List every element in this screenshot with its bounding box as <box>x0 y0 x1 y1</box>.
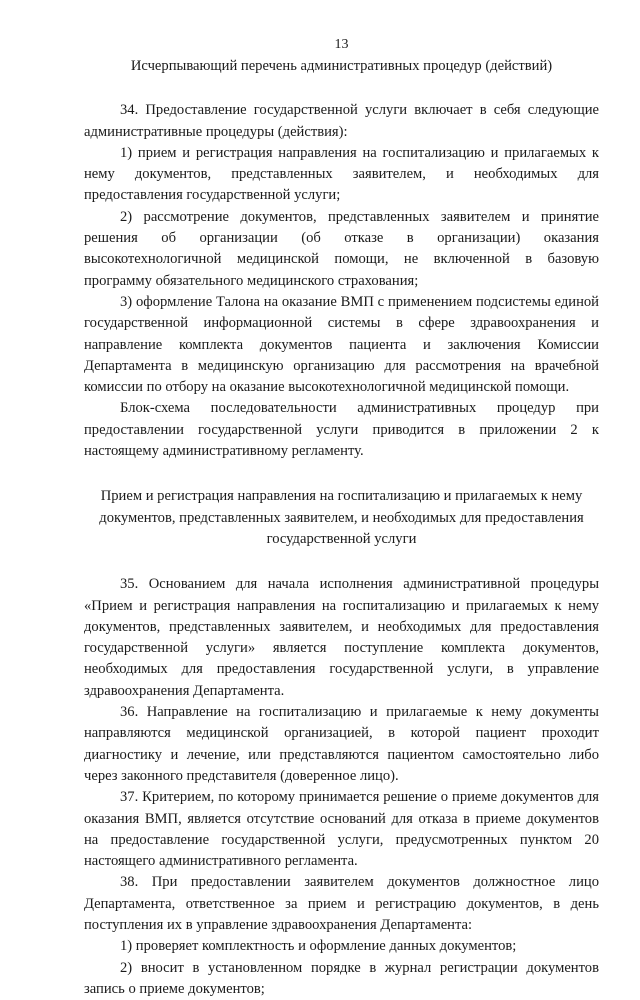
paragraph-35: 35. Основанием для начала исполнения административной процедуры «Прием и регистрация направления на госпитализацию и прилагаемых к нему документов, представленных заявителем, и необходимых для предоставления государственной услуги» является поступление комплекта документов, необходимых для предоставления государственной услуги, в управление здравоохранения Департамента. <box>84 576 599 699</box>
procedures-list-block <box>84 100 599 462</box>
paragraph-38-item-1: 1) проверяет комплектность и оформление данных документов; <box>120 938 517 955</box>
paragraph-36: 36. Направление на госпитализацию и прилагаемые к нему документы направляются медицинской организацией, в которой пациент проходит диагностику и лечение, или представляются пациентом самостоятельно либо через законного представителя (доверенное лицо). <box>84 704 599 784</box>
reception-procedure-block <box>84 574 599 1000</box>
section-title: Исчерпывающий перечень административных процедур (действий) <box>130 58 553 74</box>
procedure-item-1: 1) прием и регистрация направления на госпитализацию и прилагаемых к нему документов, представленных заявителем, и необходимых для предоставления государственной услуги; <box>84 144 599 204</box>
procedure-item-2: 2) рассмотрение документов, представленных заявителем и принятие решения об организации (об отказе в организации) оказания высокотехнологичной медицинской помощи, не включенной в базовую программу обязательного медицинского страхования; <box>84 208 599 289</box>
subsection-title: Прием и регистрация направления на госпитализацию и прилагаемых к нему документов, представленных заявителем, и необходимых для предоставления государственной услуги <box>99 488 584 547</box>
paragraph-37: 37. Критерием, по которому принимается решение о приеме документов для оказания ВМП, является отсутствие оснований для отказа в приеме документов на предоставление государственной услуги, предусмотренных пунктом 20 настоящего административного регламента. <box>84 789 599 870</box>
document-page <box>84 34 599 1000</box>
flowchart-reference-paragraph: Блок-схема последовательности административных процедур при предоставлении государственной услуги приводится в приложении 2 к настоящему административному регламенту. <box>84 400 599 460</box>
paragraph-38: 38. При предоставлении заявителем документов должностное лицо Департамента, ответственное за прием и регистрацию документов, в день поступления их в управление здравоохранения Департамента: <box>84 874 599 933</box>
page-number: 13 <box>334 37 349 52</box>
paragraph-34: 34. Предоставление государственной услуги включает в себя следующие административные процедуры (действия): <box>84 102 599 140</box>
paragraph-38-item-2: 2) вносит в установленном порядке в журнал регистрации документов запись о приеме документов; <box>84 959 599 997</box>
procedure-item-3: 3) оформление Талона на оказание ВМП с применением подсистемы единой государственной информационной системы в сфере здравоохранения и направление комплекта документов пациента и заключения Комиссии Департамента в медицинскую организацию для рассмотрения на врачебной комиссии по отбору на оказание высокотехнологичной медицинской помощи. <box>84 293 599 396</box>
